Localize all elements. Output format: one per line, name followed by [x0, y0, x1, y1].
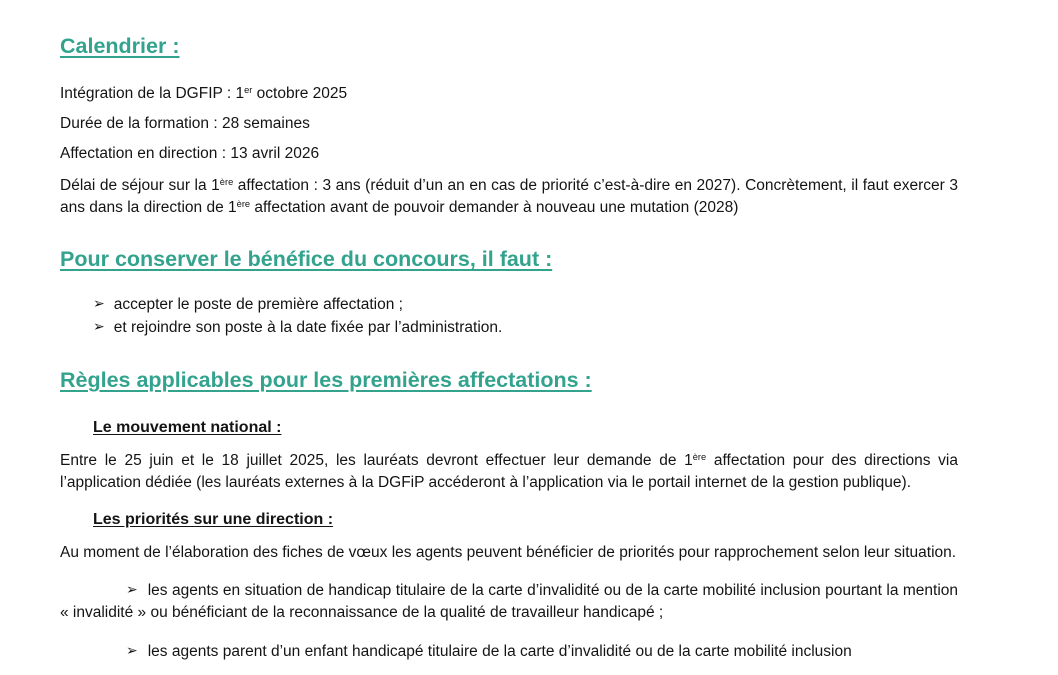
list-item-label: et rejoindre son poste à la date fixée par l’administration. — [113, 319, 503, 336]
calendar-line-duree: Durée de la formation : 28 semaines — [60, 115, 310, 132]
priority-bullet-enfant — [60, 640, 958, 663]
list-item — [93, 316, 958, 339]
priority-bullet-handicap-text: les agents en situation de handicap titulaire de la carte d’invalidité ou de la carte mobilité inclusion pourtant la mention « invalidité » ou bénéficiant de la reconnaissance de la qualité de travailleur handicapé ; — [60, 582, 958, 621]
section-title-calendrier: Calendrier : — [60, 34, 180, 58]
calendar-line-affectation: Affectation en direction : 13 avril 2026 — [60, 145, 320, 162]
arrow-bullet-icon: ➢ — [126, 641, 138, 658]
list-item-label: accepter le poste de première affectation ; — [113, 296, 403, 313]
superscript-ere: ère — [236, 199, 251, 210]
paragraph-delai-part-b: affectation : 3 ans (réduit d’un an en cas de priorité c’est-à-dire en 2027). Concrètement, il faut exercer 3 ans dans la direction de 1 — [60, 177, 959, 216]
paragraph-mouvement-part-b: affectation pour des directions via l’application dédiée (les lauréats externes à la DGFiP accéderont à l’application via le portail internet de la gestion publique). — [60, 452, 958, 491]
arrow-bullet-icon: ➢ — [126, 581, 138, 597]
superscript-er: er — [244, 85, 253, 96]
section-title-regles-applicables: Règles applicables pour les premières affectations : — [60, 368, 592, 392]
section-title-conserver-benefice: Pour conserver le bénéfice du concours, il faut : — [60, 247, 553, 271]
priority-bullet-enfant-text: les agents parent d’un enfant handicapé titulaire de la carte d’invalidité ou de la carte mobilité inclusion — [147, 642, 852, 660]
paragraph-delai-part-a: Délai de séjour sur la 1 — [60, 177, 220, 194]
paragraph-delai-sejour — [60, 175, 958, 219]
arrow-bullet-icon: ➢ — [93, 295, 105, 311]
superscript-ere: ère — [692, 452, 707, 463]
superscript-ere: ère — [219, 177, 234, 188]
subsection-title-priorites-direction: Les priorités sur une direction : — [93, 510, 334, 528]
conserver-bullet-list — [60, 293, 958, 339]
paragraph-mouvement-part-a: Entre le 25 juin et le 18 juillet 2025, les lauréats devront effectuer leur demande de 1 — [60, 452, 693, 469]
priority-bullet-handicap — [60, 579, 958, 624]
arrow-bullet-icon: ➢ — [93, 318, 105, 334]
list-item — [93, 293, 958, 316]
calendar-line-integration-text: Intégration de la DGFIP : 1 — [60, 85, 245, 102]
paragraph-delai-part-c: affectation avant de pouvoir demander à nouveau une mutation (2028) — [250, 199, 739, 216]
calendar-line-integration — [60, 85, 958, 103]
paragraph-mouvement-national — [60, 450, 958, 494]
paragraph-priorites-intro: Au moment de l’élaboration des fiches de vœux les agents peuvent bénéficier de priorités pour rapprochement selon leur situation. — [60, 543, 957, 561]
calendar-line-integration-tail: octobre 2025 — [252, 85, 348, 102]
subsection-title-mouvement-national: Le mouvement national : — [93, 419, 282, 436]
